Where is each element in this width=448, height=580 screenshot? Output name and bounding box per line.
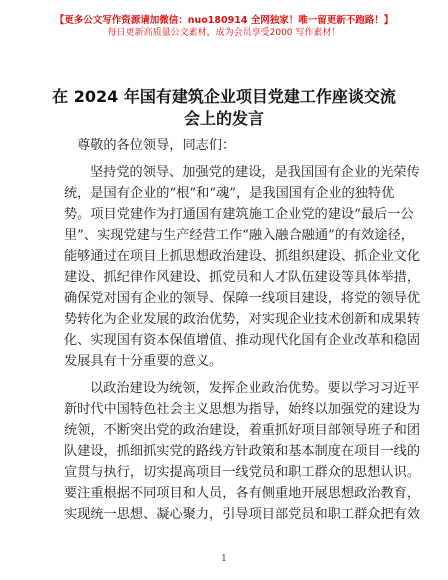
paragraph-line: 能够通过在项目上抓思想政治建设、抓组织建设、抓企业文化	[64, 249, 421, 264]
paragraph-line: 确保党对国有企业的领导、保障一线项目建设，将党的领导优	[64, 291, 421, 306]
banner-line-1: 【更多公文写作资源请加微信：nuo180914 全网独家！唯一留更新不跑路！】	[54, 15, 394, 26]
paragraph-line: 坚持党的领导、加强党的建设，是我国国有企业的光荣传	[90, 165, 420, 180]
paragraph-line: 势。项目党建作为打通国有建筑施工企业党的建设“最后一公	[64, 207, 414, 222]
paragraph-line: 统，是国有企业的“根”和“魂”，是我国国有企业的独特优	[64, 186, 395, 201]
document-title	[0, 86, 448, 130]
paragraph-line: 里”、实现党建与生产经营工作“融入融合融通”的有效途径，	[64, 228, 414, 243]
header-banner	[0, 14, 448, 40]
paragraph-1	[64, 162, 421, 372]
page-number: 1	[221, 554, 227, 564]
paragraph-line: 宣贯与执行，切实提高项目一线党员和职工群众的思想认识。	[64, 465, 421, 480]
greeting: 尊敬的各位领导，同志们：	[77, 138, 236, 153]
paragraph-line: 势转化为企业发展的政治优势，对实现企业技术创新和成果转	[64, 312, 421, 327]
document-body	[64, 135, 421, 531]
banner-line-2: 每日更新高质量公文素材，成为会员享受2000 写作素材！	[107, 28, 341, 38]
paragraph-line: 实现统一思想、凝心聚力，引导项目部党员和职工群众把有效	[64, 507, 421, 522]
paragraph-2	[64, 378, 421, 525]
paragraph-line: 要注重根据不同项目和人员，各有侧重地开展思想政治教育，	[64, 486, 421, 501]
title-line-2: 会上的发言	[183, 109, 264, 128]
paragraph-line: 建设、抓纪律作风建设、抓党员和人才队伍建设等具体举措，	[64, 270, 421, 285]
paragraph-line: 以政治建设为统领，发挥企业政治优势。要以学习习近平	[90, 381, 420, 396]
paragraph-line: 化、实现国有资本保值增值、推动现代化国有企业改革和稳固	[64, 333, 421, 348]
paragraph-line: 新时代中国特色社会主义思想为指导，始终以加强党的建设为	[64, 402, 421, 417]
paragraph-line: 发展具有十分重要的意义。	[64, 354, 223, 369]
paragraph-line: 队建设，抓细抓实党的路线方针政策和基本制度在项目一线的	[64, 444, 421, 459]
title-line-1: 在 2024 年国有建筑企业项目党建工作座谈交流	[52, 87, 396, 106]
paragraph-line: 统领，不断突出党的政治建设，着重抓好项目部领导班子和团	[64, 423, 421, 438]
